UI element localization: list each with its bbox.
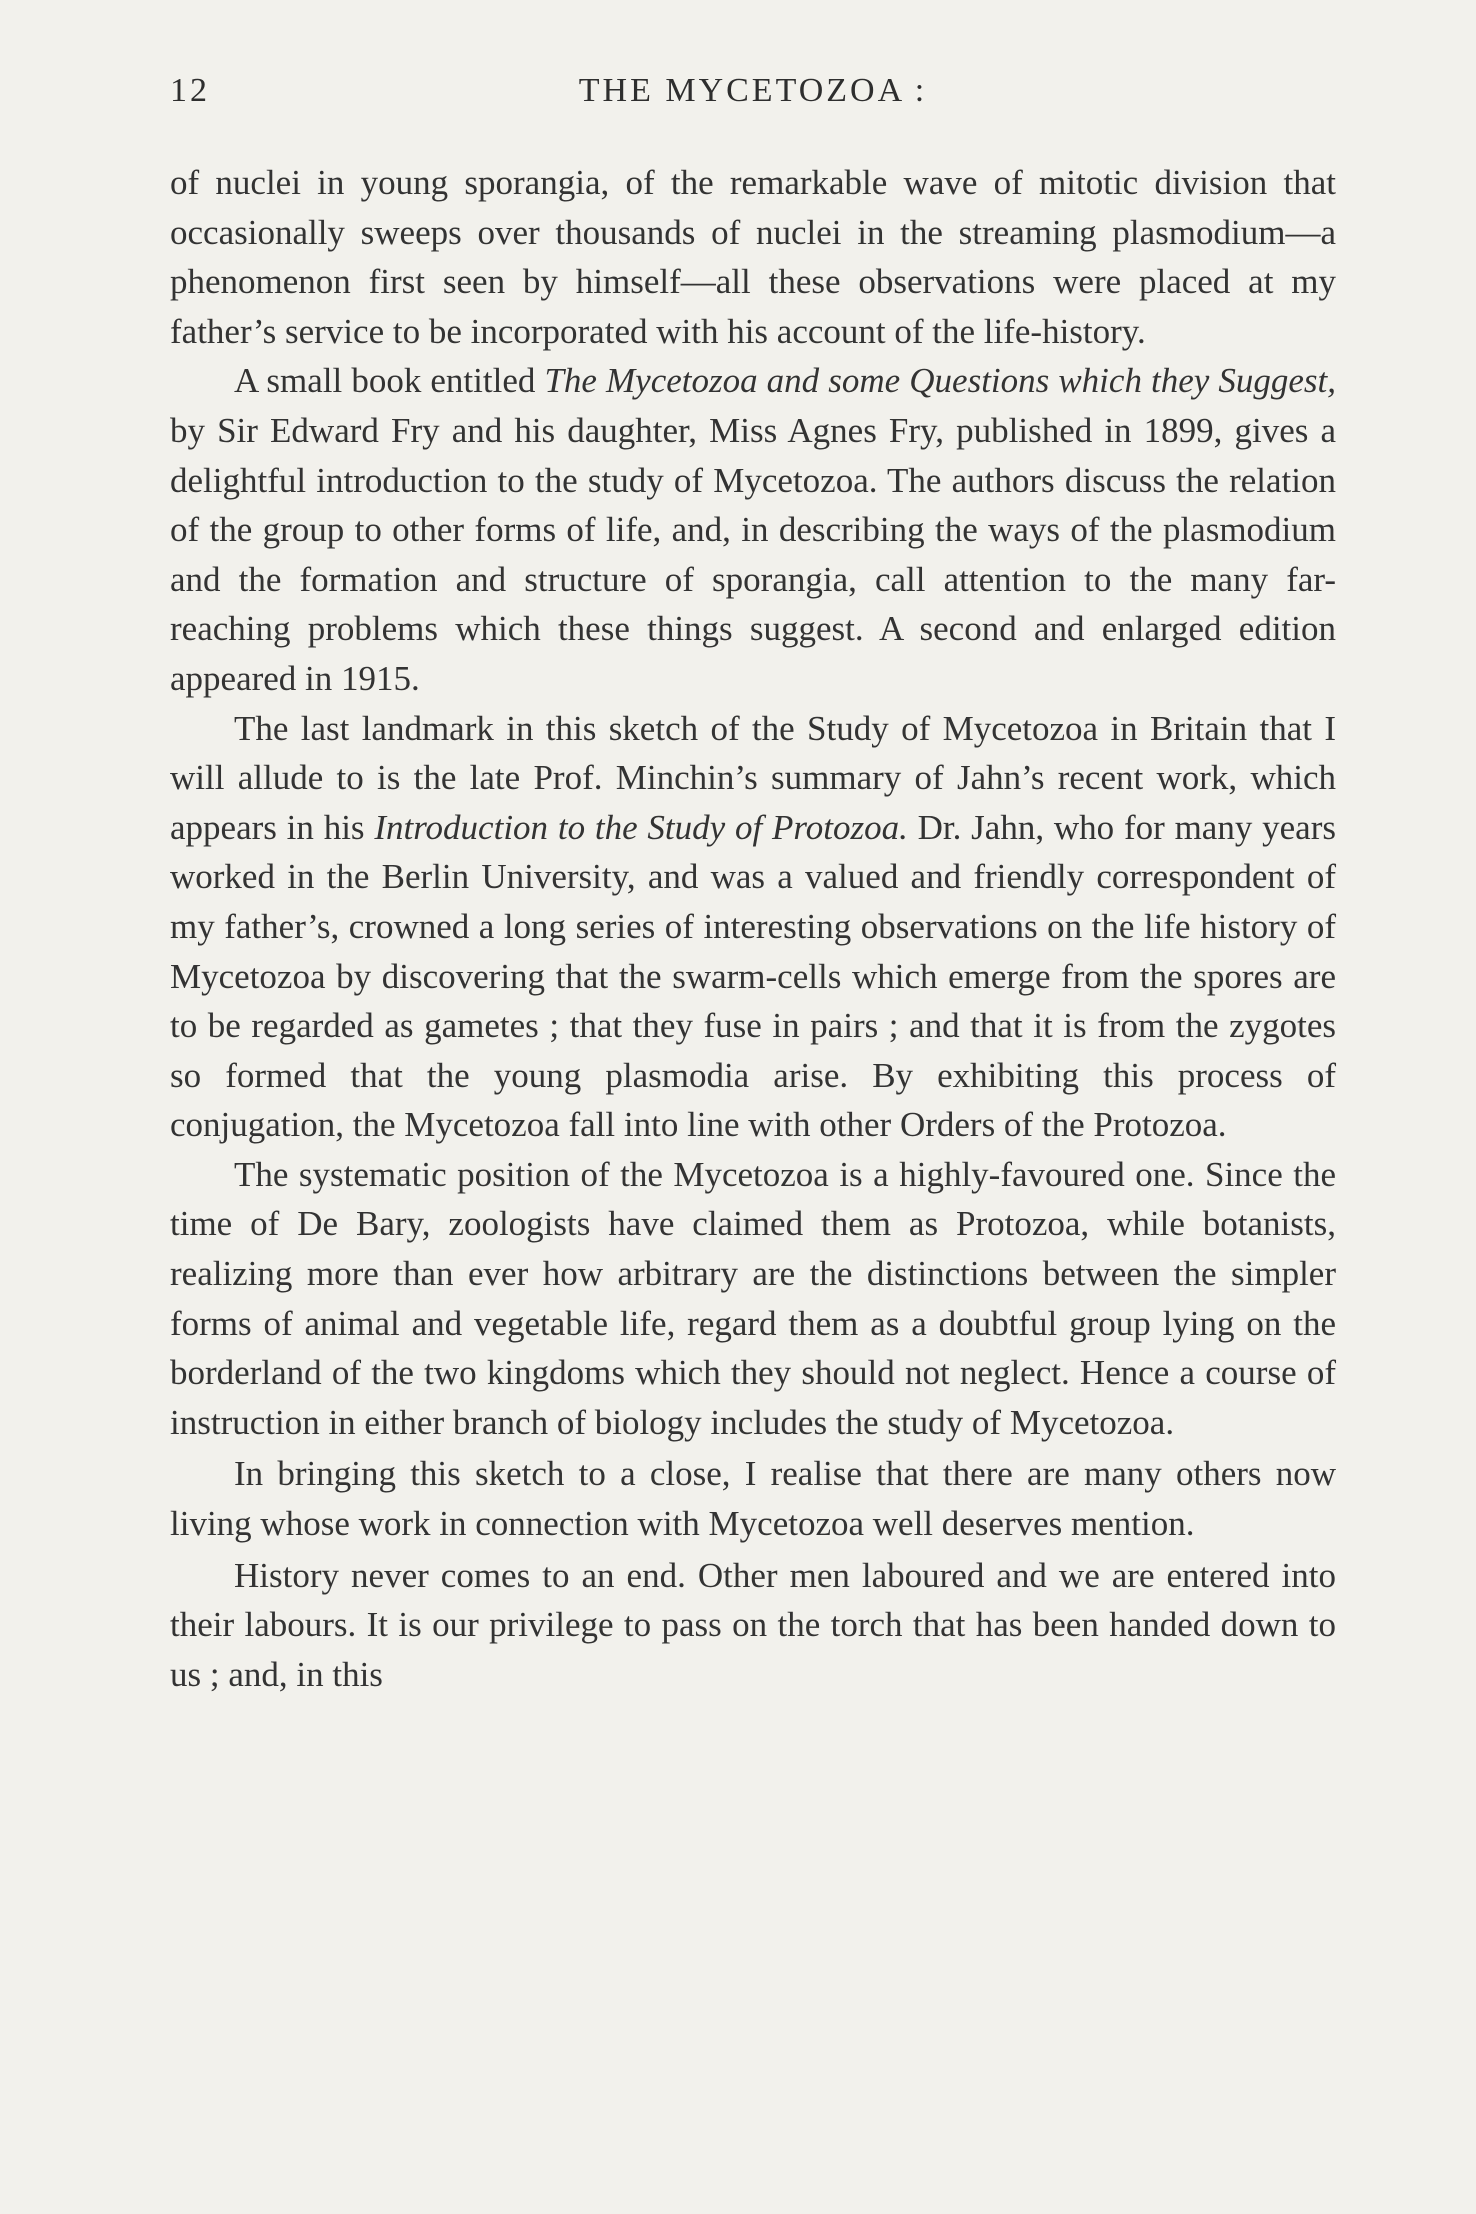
book-title-introduction-protozoa: Introduction to the Study of Protozoa. bbox=[374, 807, 908, 847]
paragraph-3-pre: The last landmark in this sketch of the Study of Mycetozoa in Britain that I will allude to is the late Prof. Minchin’s summary of Jahn’s recent work, which appears in his bbox=[170, 708, 1336, 847]
page-number: 12 bbox=[170, 72, 210, 109]
paragraph-2 bbox=[170, 356, 1336, 703]
book-title-mycetozoa-questions: The Mycetozoa and some Questions which they Suggest, bbox=[544, 361, 1337, 401]
paragraph-2-post: by Sir Edward Fry and his daughter, Miss Agnes Fry, published in 1899, gives a delightful introduction to the study of Mycetozoa. The authors discuss the relation of the group to other forms of life, and, in describing the ways of the plasmodium and the formation and structure of sporangia, call attention to the many far-reaching problems which these things suggest. A second and enlarged edition appeared in 1915. bbox=[170, 410, 1336, 698]
paragraph-3-post: Dr. Jahn, who for many years worked in the Berlin University, and was a valued and friendly correspondent of my father’s, crowned a long series of interesting observations on the life history of Mycetozoa by discovering that the swarm-cells which emerge from the spores are to be regarded as gametes ; that they fuse in pairs ; and that it is from the zygotes so formed that the young plasmodia arise. By exhibiting this process of conjugation, the Mycetozoa fall into line with other Orders of the Protozoa. bbox=[170, 807, 1336, 1145]
paragraph-5: In bringing this sketch to a close, I realise that there are many others now living whose work in connection with Mycetozoa well deserves mention. bbox=[170, 1454, 1336, 1544]
paragraph-2-pre: A small book entitled bbox=[234, 361, 545, 401]
running-title: THE MYCETOZOA : bbox=[578, 72, 928, 109]
paragraph-1: of nuclei in young sporangia, of the remarkable wave of mitotic division that occasionally sweeps over thousands of nuclei in the streaming plasmodium—a phenomenon first seen by himself—all these observations were placed at my father’s service to be incorporated with his account of the life-history. bbox=[170, 163, 1336, 351]
paragraph-4: The systematic position of the Mycetozoa is a highly-favoured one. Since the time of De Bary, zoologists have claimed them as Protozoa, while botanists, realizing more than ever how arbitrary are the distinctions between the simpler forms of animal and vegetable life, regard them as a doubtful group lying on the borderland of the two kingdoms which they should not neglect. Hence a course of instruction in either branch of biology includes the study of Mycetozoa. bbox=[170, 1154, 1336, 1442]
paragraph-6: History never comes to an end. Other men laboured and we are entered into their labours. It is our privilege to pass on the torch that has been handed down to us ; and, in this bbox=[170, 1555, 1336, 1694]
page-header bbox=[170, 72, 1336, 122]
body-text bbox=[170, 158, 1336, 1699]
paragraph-3 bbox=[170, 704, 1336, 1150]
